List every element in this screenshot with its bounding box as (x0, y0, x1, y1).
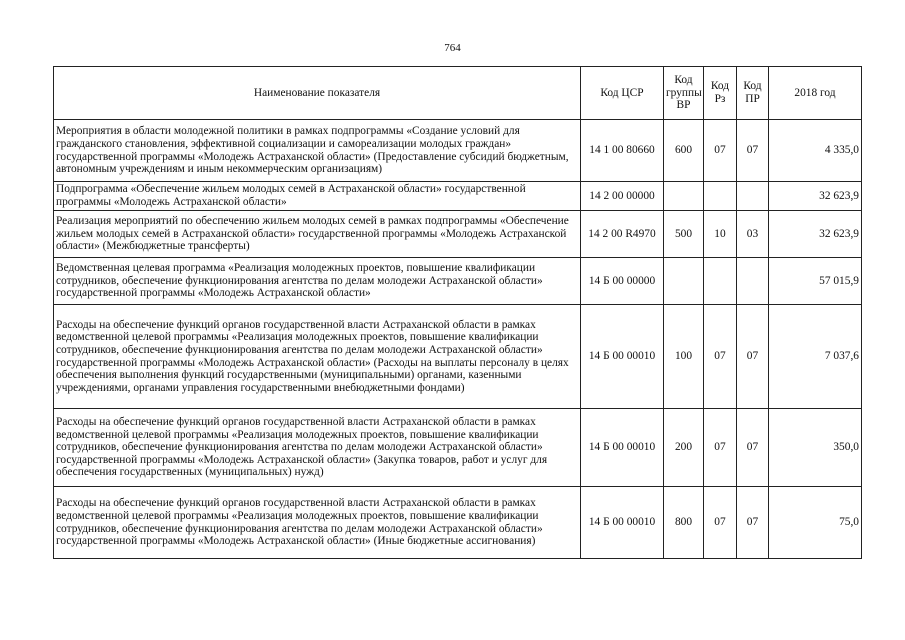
row-name: Мероприятия в области молодежной политики в рамках подпрограммы «Создание условий для гражданского становления, эффективной социализации и самореализации молодых граждан» государственной программы «Молодежь Астраханской области» (Предоставление субсидий бюджетным, автономным учреждениям и иным некоммерческим организациям) (54, 120, 581, 182)
row-amount: 4 335,0 (769, 120, 862, 182)
row-csr: 14 2 00 R4970 (581, 211, 664, 258)
header-rz: Код Рз (704, 67, 737, 120)
row-vr: 100 (664, 305, 704, 409)
header-csr: Код ЦСР (581, 67, 664, 120)
budget-table (53, 66, 862, 559)
row-pr: 07 (737, 409, 769, 487)
row-rz (704, 258, 737, 305)
row-amount: 32 623,9 (769, 211, 862, 258)
row-rz (704, 182, 737, 211)
row-name: Расходы на обеспечение функций органов государственной власти Астраханской области в рамках ведомственной целевой программы «Реализация молодежных проектов, повышение квалификации сотрудников, обеспечение функционирования агентства по делам молодежи Астраханской области» государственной программы «Молодежь Астраханской области» (Расходы на выплаты персоналу в целях обеспечения выполнения функций государственными (муниципальными) органами, казенными учреждениями, органами управления государственными внебюджетными фондами) (54, 305, 581, 409)
row-csr: 14 Б 00 00000 (581, 258, 664, 305)
row-name: Реализация мероприятий по обеспечению жильем молодых семей в рамках подпрограммы «Обеспечение жильем молодых семей в Астраханской области» государственной программы «Молодежь Астраханской области» (Межбюджетные трансферты) (54, 211, 581, 258)
row-pr: 07 (737, 305, 769, 409)
row-csr: 14 Б 00 00010 (581, 487, 664, 559)
header-vr: Код группы ВР (664, 67, 704, 120)
row-csr: 14 1 00 80660 (581, 120, 664, 182)
table-row (54, 211, 862, 258)
row-csr: 14 2 00 00000 (581, 182, 664, 211)
row-vr: 200 (664, 409, 704, 487)
header-year: 2018 год (769, 67, 862, 120)
row-rz: 10 (704, 211, 737, 258)
row-amount: 75,0 (769, 487, 862, 559)
table-row (54, 120, 862, 182)
page-number: 764 (444, 42, 461, 54)
row-pr: 07 (737, 120, 769, 182)
row-rz: 07 (704, 305, 737, 409)
row-amount: 350,0 (769, 409, 862, 487)
row-vr (664, 182, 704, 211)
header-name: Наименование показателя (54, 67, 581, 120)
row-name: Расходы на обеспечение функций органов государственной власти Астраханской области в рамках ведомственной целевой программы «Реализация молодежных проектов, повышение квалификации сотрудников, обеспечение функционирования агентства по делам молодежи Астраханской области» государственной программы «Молодежь Астраханской области» (Закупка товаров, работ и услуг для обеспечения государственных (муниципальных) нужд) (54, 409, 581, 487)
row-amount: 57 015,9 (769, 258, 862, 305)
table-row (54, 409, 862, 487)
row-vr (664, 258, 704, 305)
row-csr: 14 Б 00 00010 (581, 409, 664, 487)
row-rz: 07 (704, 409, 737, 487)
row-pr: 07 (737, 487, 769, 559)
table-row (54, 305, 862, 409)
row-pr (737, 182, 769, 211)
row-vr: 500 (664, 211, 704, 258)
table-row (54, 487, 862, 559)
table-row (54, 258, 862, 305)
row-amount: 32 623,9 (769, 182, 862, 211)
row-rz: 07 (704, 120, 737, 182)
row-pr: 03 (737, 211, 769, 258)
row-csr: 14 Б 00 00010 (581, 305, 664, 409)
row-vr: 600 (664, 120, 704, 182)
table-header (54, 67, 862, 120)
table-row (54, 182, 862, 211)
row-rz: 07 (704, 487, 737, 559)
row-name: Ведомственная целевая программа «Реализация молодежных проектов, повышение квалификации сотрудников, обеспечение функционирования агентства по делам молодежи Астраханской области» государственной программы «Молодежь Астраханской области» (54, 258, 581, 305)
row-pr (737, 258, 769, 305)
row-name: Подпрограмма «Обеспечение жильем молодых семей в Астраханской области» государственной программы «Молодежь Астраханской области» (54, 182, 581, 211)
row-name: Расходы на обеспечение функций органов государственной власти Астраханской области в рамках ведомственной целевой программы «Реализация молодежных проектов, повышение квалификации сотрудников, обеспечение функционирования агентства по делам молодежи Астраханской области» государственной программы «Молодежь Астраханской области» (Иные бюджетные ассигнования) (54, 487, 581, 559)
header-pr: Код ПР (737, 67, 769, 120)
row-amount: 7 037,6 (769, 305, 862, 409)
row-vr: 800 (664, 487, 704, 559)
